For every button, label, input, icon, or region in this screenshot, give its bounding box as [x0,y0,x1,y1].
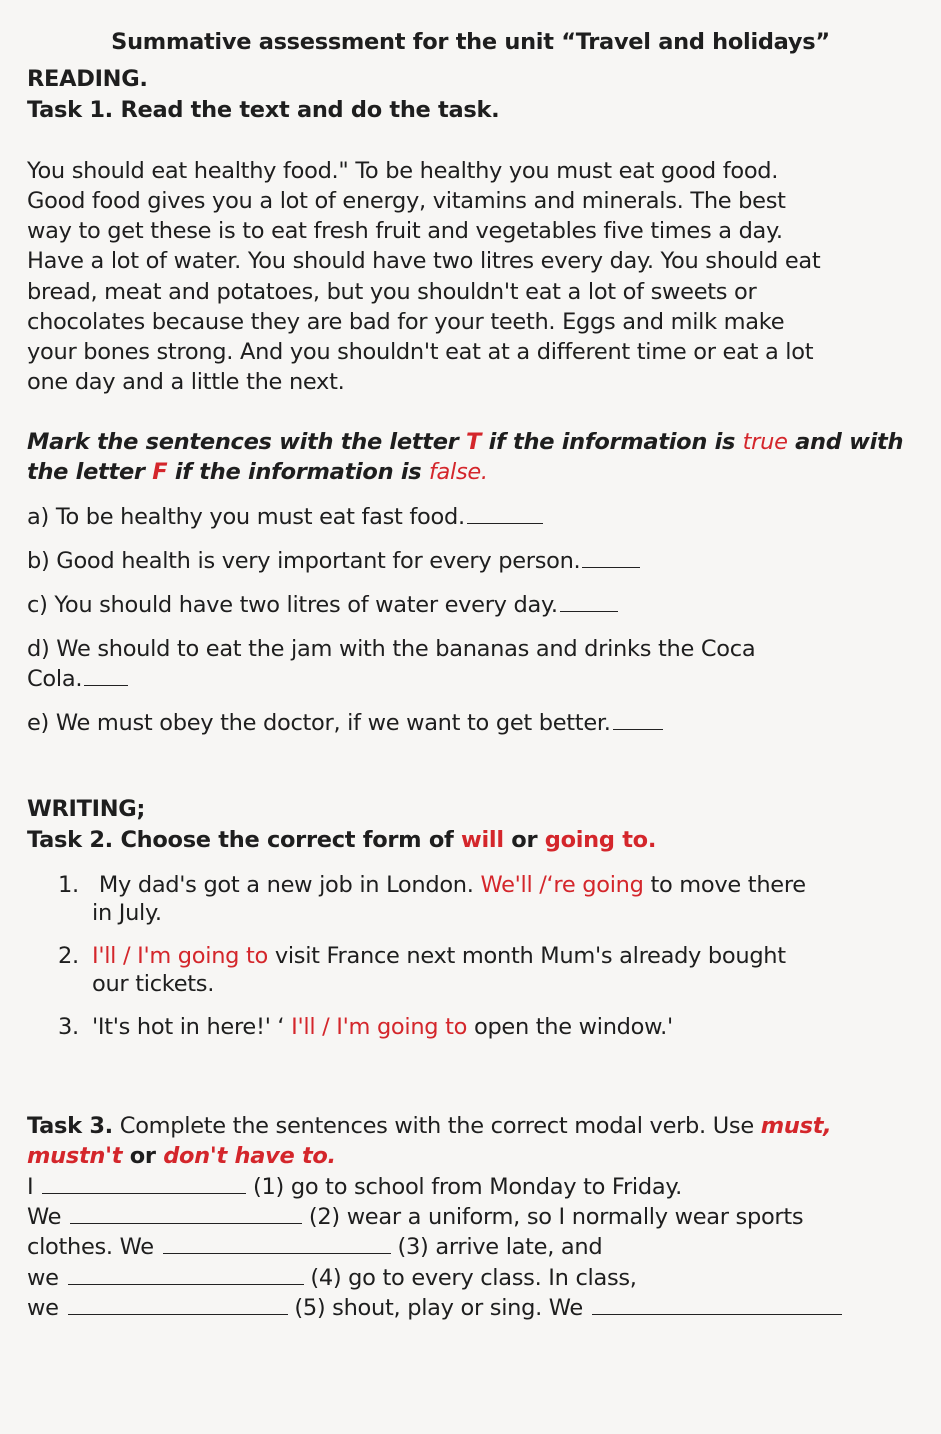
gap-line-3 [27,1232,602,1262]
gap-text: clothes. We [27,1234,161,1260]
text-line: chocolates because they are bad for your teeth. Eggs and milk make [27,309,785,335]
gap-text: we [27,1265,66,1291]
gap-line-4 [27,1263,637,1293]
item-text: open the window.' [467,1014,673,1040]
choice-option[interactable]: I'll / I'm going to [291,1014,468,1040]
statement-text: c) You should have two litres of water every day. [27,592,558,618]
gap-blank-5[interactable] [68,1313,288,1315]
instr-letter-t: T [466,429,482,455]
choice-option[interactable]: We'll /‘re going [480,872,644,898]
answer-blank[interactable] [613,728,663,730]
item-text: My dad's got a new job in London. [92,872,481,898]
statement-text: e) We must obey the doctor, if we want to get better. [27,710,611,736]
statement-d-cont [27,664,128,694]
instr-false: false. [428,459,488,485]
text-line: your bones strong. And you shouldn't eat at a different time or eat a lot [27,339,814,365]
text-line: Have a lot of water. You should have two litres every day. You should eat [27,248,821,274]
task2-going-to: going to. [544,827,657,853]
gap-text: we [27,1295,66,1321]
answer-blank[interactable] [467,522,543,524]
task3-or: or [122,1143,164,1169]
gap-text: (1) go to school from Monday to Friday. [246,1174,682,1200]
statement-text: a) To be healthy you must eat fast food. [27,504,465,530]
statement-b [27,546,640,576]
answer-blank[interactable] [582,566,640,568]
gap-line-2 [27,1202,803,1232]
statement-text: Cola. [27,666,83,692]
text-line: bread, meat and potatoes, but you shouldn't eat a lot of sweets or [27,279,757,305]
gap-text: (2) wear a uniform, so I normally wear sports [302,1204,804,1230]
task2-item-1 [58,870,806,900]
instruction-line-2 [27,457,488,487]
instr-text: if the information is [167,459,429,485]
answer-blank[interactable] [560,610,618,612]
task3-heading [27,1111,831,1141]
instr-text: and with [787,429,904,455]
text-line: one day and a little the next. [27,369,345,395]
statement-c [27,590,618,620]
gap-blank-2[interactable] [70,1222,302,1224]
gap-text: We [27,1204,69,1230]
statement-a [27,502,543,532]
text-line: You should eat healthy food." To be healthy you must eat good food. [27,158,779,184]
modal-dont-have-to: don't have to. [163,1143,336,1169]
item-text: 'It's hot in here!' ‘ [92,1014,292,1040]
modal-must: must, [760,1113,832,1139]
choice-option[interactable]: I'll / I'm going to [92,943,268,969]
task3-text: Complete the sentences with the correct modal verb. Use [112,1113,761,1139]
answer-blank[interactable] [84,684,128,686]
instr-letter-f: F [152,459,168,485]
item-text: to move there [643,872,806,898]
instruction-line-1 [27,427,903,457]
page-title: Summative assessment for the unit “Travel and holidays” [111,29,830,55]
item-number: 2. [58,943,79,969]
task2-item-2 [58,941,786,971]
gap-blank-4[interactable] [68,1283,304,1285]
task3-label: Task 3. [27,1113,113,1139]
gap-line-5 [27,1293,842,1323]
item-number: 1. [58,872,79,898]
gap-text: (5) shout, play or sing. We [287,1295,590,1321]
statement-text: b) Good health is very important for every person. [27,548,581,574]
gap-text: I [27,1174,41,1200]
task2-item-2-cont: our tickets. [92,971,215,997]
instr-true: true [742,429,788,455]
gap-blank-1[interactable] [42,1192,246,1194]
gap-blank-6[interactable] [592,1313,842,1315]
task3-heading-cont [27,1141,336,1171]
item-text: visit France next month Mum's already bought [267,943,786,969]
statement-d: d) We should to eat the jam with the bananas and drinks the Coca [27,636,756,662]
task2-item-1-cont: in July. [92,900,162,926]
instr-text: the letter [27,459,153,485]
task1-heading: Task 1. Read the text and do the task. [27,97,500,123]
text-line: way to get these is to eat fresh fruit and vegetables five times a day. [27,218,783,244]
gap-text: (4) go to every class. In class, [303,1265,637,1291]
statement-e [27,708,663,738]
item-number: 3. [58,1014,79,1040]
task2-text: or [503,827,545,853]
task2-will: will [461,827,504,853]
text-line: Good food gives you a lot of energy, vitamins and minerals. The best [27,188,786,214]
writing-heading: WRITING; [27,796,146,822]
instr-text: Mark the sentences with the letter [27,429,467,455]
gap-text: (3) arrive late, and [390,1234,603,1260]
gap-line-1 [27,1172,682,1202]
modal-mustnt: mustn't [27,1143,123,1169]
task2-text: Task 2. Choose the correct form of [27,827,462,853]
task2-item-3 [58,1012,673,1042]
reading-heading: READING. [27,66,148,92]
instr-text: if the information is [481,429,743,455]
task2-heading [27,825,656,855]
gap-blank-3[interactable] [163,1252,391,1254]
